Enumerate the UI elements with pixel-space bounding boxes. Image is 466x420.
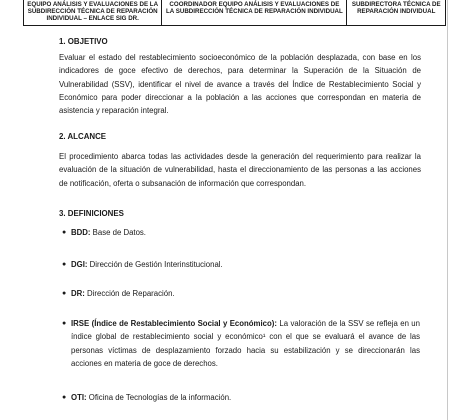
definition-item-oti (62, 391, 420, 404)
definition-text: Dirección de Reparación. (84, 289, 175, 298)
header-table (23, 0, 446, 26)
definition-item-bdd (62, 226, 420, 239)
definition-item-dgi (62, 258, 420, 271)
definition-term: DR: (71, 289, 85, 298)
definition-term: IRSE (Índice de Restablecimiento Social y Económico): (71, 319, 277, 328)
header-cell-reviso: COORDINADOR EQUIPO ANÁLISIS Y EVALUACIONES DE LA SUBDIRECCIÓN TÉCNICA DE REPARACIÓN INDIVIDUAL (162, 0, 347, 25)
bullet-icon: ● (62, 290, 67, 297)
section-text-alcance: El procedimiento abarca todas las actividades desde la generación del requerimiento para realizar la evaluación de la situación de vulnerabilidad, hasta el direccionamiento de las personas a las acciones de notificación, oferta o subsanación de información que correspondan. (59, 152, 421, 188)
section-title-alcance: 2. ALCANCE (59, 132, 107, 141)
bullet-icon: ● (62, 229, 67, 236)
section-title-definiciones: 3. DEFINICIONES (59, 209, 124, 218)
definition-item-irse (62, 317, 420, 370)
bullet-icon: ● (62, 261, 67, 268)
header-cell-elaboro: EQUIPO ANÁLISIS Y EVALUACIONES DE LA SUBDIRECCIÓN TÉCNICA DE REPARACIÓN INDIVIDUAL – ENLACE SIG DR. (24, 0, 162, 25)
definition-item-dr (62, 287, 420, 300)
definition-text: Base de Datos. (90, 228, 146, 237)
section-text-objetivo: Evaluar el estado del restablecimiento socioeconómico de la población desplazada, con base en los indicadores de goce efectivo de derechos, para determinar la Superación de la Situación de Vulnerabilidad (SSV), identificar el nivel de avance a través del Índice de Restablecimiento Social y Económico para poder direccionar a la población a las acciones que correspondan en materia de asistencia y reparación integral. (59, 53, 421, 116)
bullet-icon: ● (62, 320, 67, 327)
definition-text: La valoración de la SSV se refleja en un índice global de restablecimiento social y económico¹ con el que se evaluará el avance de las personas víctimas de desplazamiento forzado hacia su estabilización y se direccionarán las acciones en materia de goce de derechos. (71, 319, 420, 368)
definition-text: Oficina de Tecnologías de la información. (86, 393, 232, 402)
definition-text: Dirección de Gestión Interinstitucional. (87, 260, 223, 269)
definition-term: BDD: (71, 228, 91, 237)
section-title-objetivo: 1. OBJETIVO (59, 37, 108, 46)
definition-term: DGI: (71, 260, 88, 269)
definition-term: OTI: (71, 393, 87, 402)
header-cell-aprobo: SUBDIRECTORA TÉCNICA DE REPARACIÓN INDIVIDUAL (351, 1, 441, 15)
bullet-icon: ● (62, 394, 67, 401)
